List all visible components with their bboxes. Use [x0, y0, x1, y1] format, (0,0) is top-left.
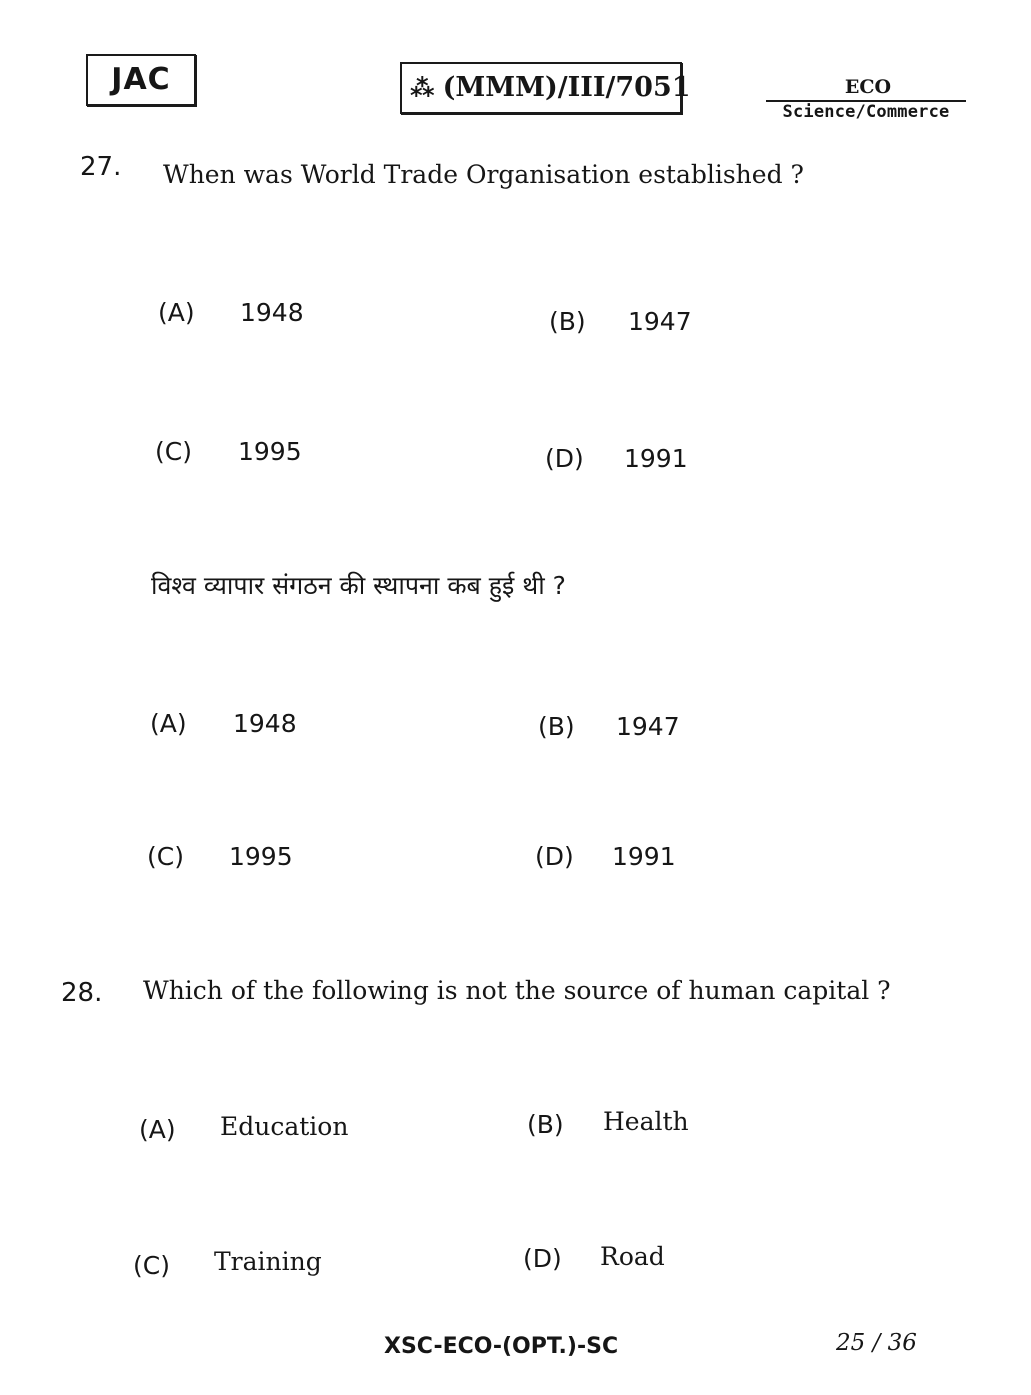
q28-option-d-value: Road	[600, 1242, 665, 1271]
q27-hi-option-a-label: (A)	[150, 709, 187, 738]
q27-option-c-label: (C)	[155, 437, 192, 466]
question-27-text-hindi: विश्व व्यापार संगठन की स्थापना कब हुई थी ?	[151, 571, 566, 600]
question-27-number: 27.	[80, 152, 122, 182]
paper-code-box	[400, 62, 691, 114]
q27-option-b-value: 1947	[628, 307, 692, 336]
q27-option-c-value: 1995	[238, 437, 302, 466]
q28-option-d-label: (D)	[523, 1244, 562, 1273]
q27-option-a-value: 1948	[240, 298, 304, 327]
stream-label: Science/Commerce	[782, 102, 950, 122]
q27-option-d-label: (D)	[545, 444, 584, 473]
q28-option-c-value: Training	[214, 1247, 322, 1276]
q28-option-c-label: (C)	[133, 1251, 170, 1280]
question-27-text: When was World Trade Organisation established ?	[163, 160, 804, 189]
question-28-text: Which of the following is not the source of human capital ?	[143, 976, 891, 1005]
q28-option-b-label: (B)	[527, 1110, 564, 1139]
q28-option-b-value: Health	[603, 1107, 689, 1136]
page-number: 25 / 36	[836, 1330, 917, 1356]
q27-hi-option-b-value: 1947	[616, 712, 680, 741]
q28-option-a-value: Education	[220, 1112, 349, 1141]
question-28-number: 28.	[61, 978, 103, 1008]
board-label: JAC	[86, 54, 196, 106]
q27-hi-option-c-label: (C)	[147, 842, 184, 871]
q27-hi-option-a-value: 1948	[233, 709, 297, 738]
q27-option-a-label: (A)	[158, 298, 195, 327]
footer-paper-code: XSC-ECO-(OPT.)-SC	[384, 1334, 619, 1359]
q27-hi-option-d-label: (D)	[535, 842, 574, 871]
q27-hi-option-d-value: 1991	[612, 842, 676, 871]
q27-option-d-value: 1991	[624, 444, 688, 473]
q27-hi-option-c-value: 1995	[229, 842, 293, 871]
q28-option-a-label: (A)	[139, 1115, 176, 1144]
asterism-icon: ⁂	[410, 74, 435, 102]
q27-hi-option-b-label: (B)	[538, 712, 575, 741]
q27-option-b-label: (B)	[549, 307, 586, 336]
paper-code: (MMM)/III/7051	[442, 72, 691, 103]
subject-label: ECO	[844, 76, 892, 98]
